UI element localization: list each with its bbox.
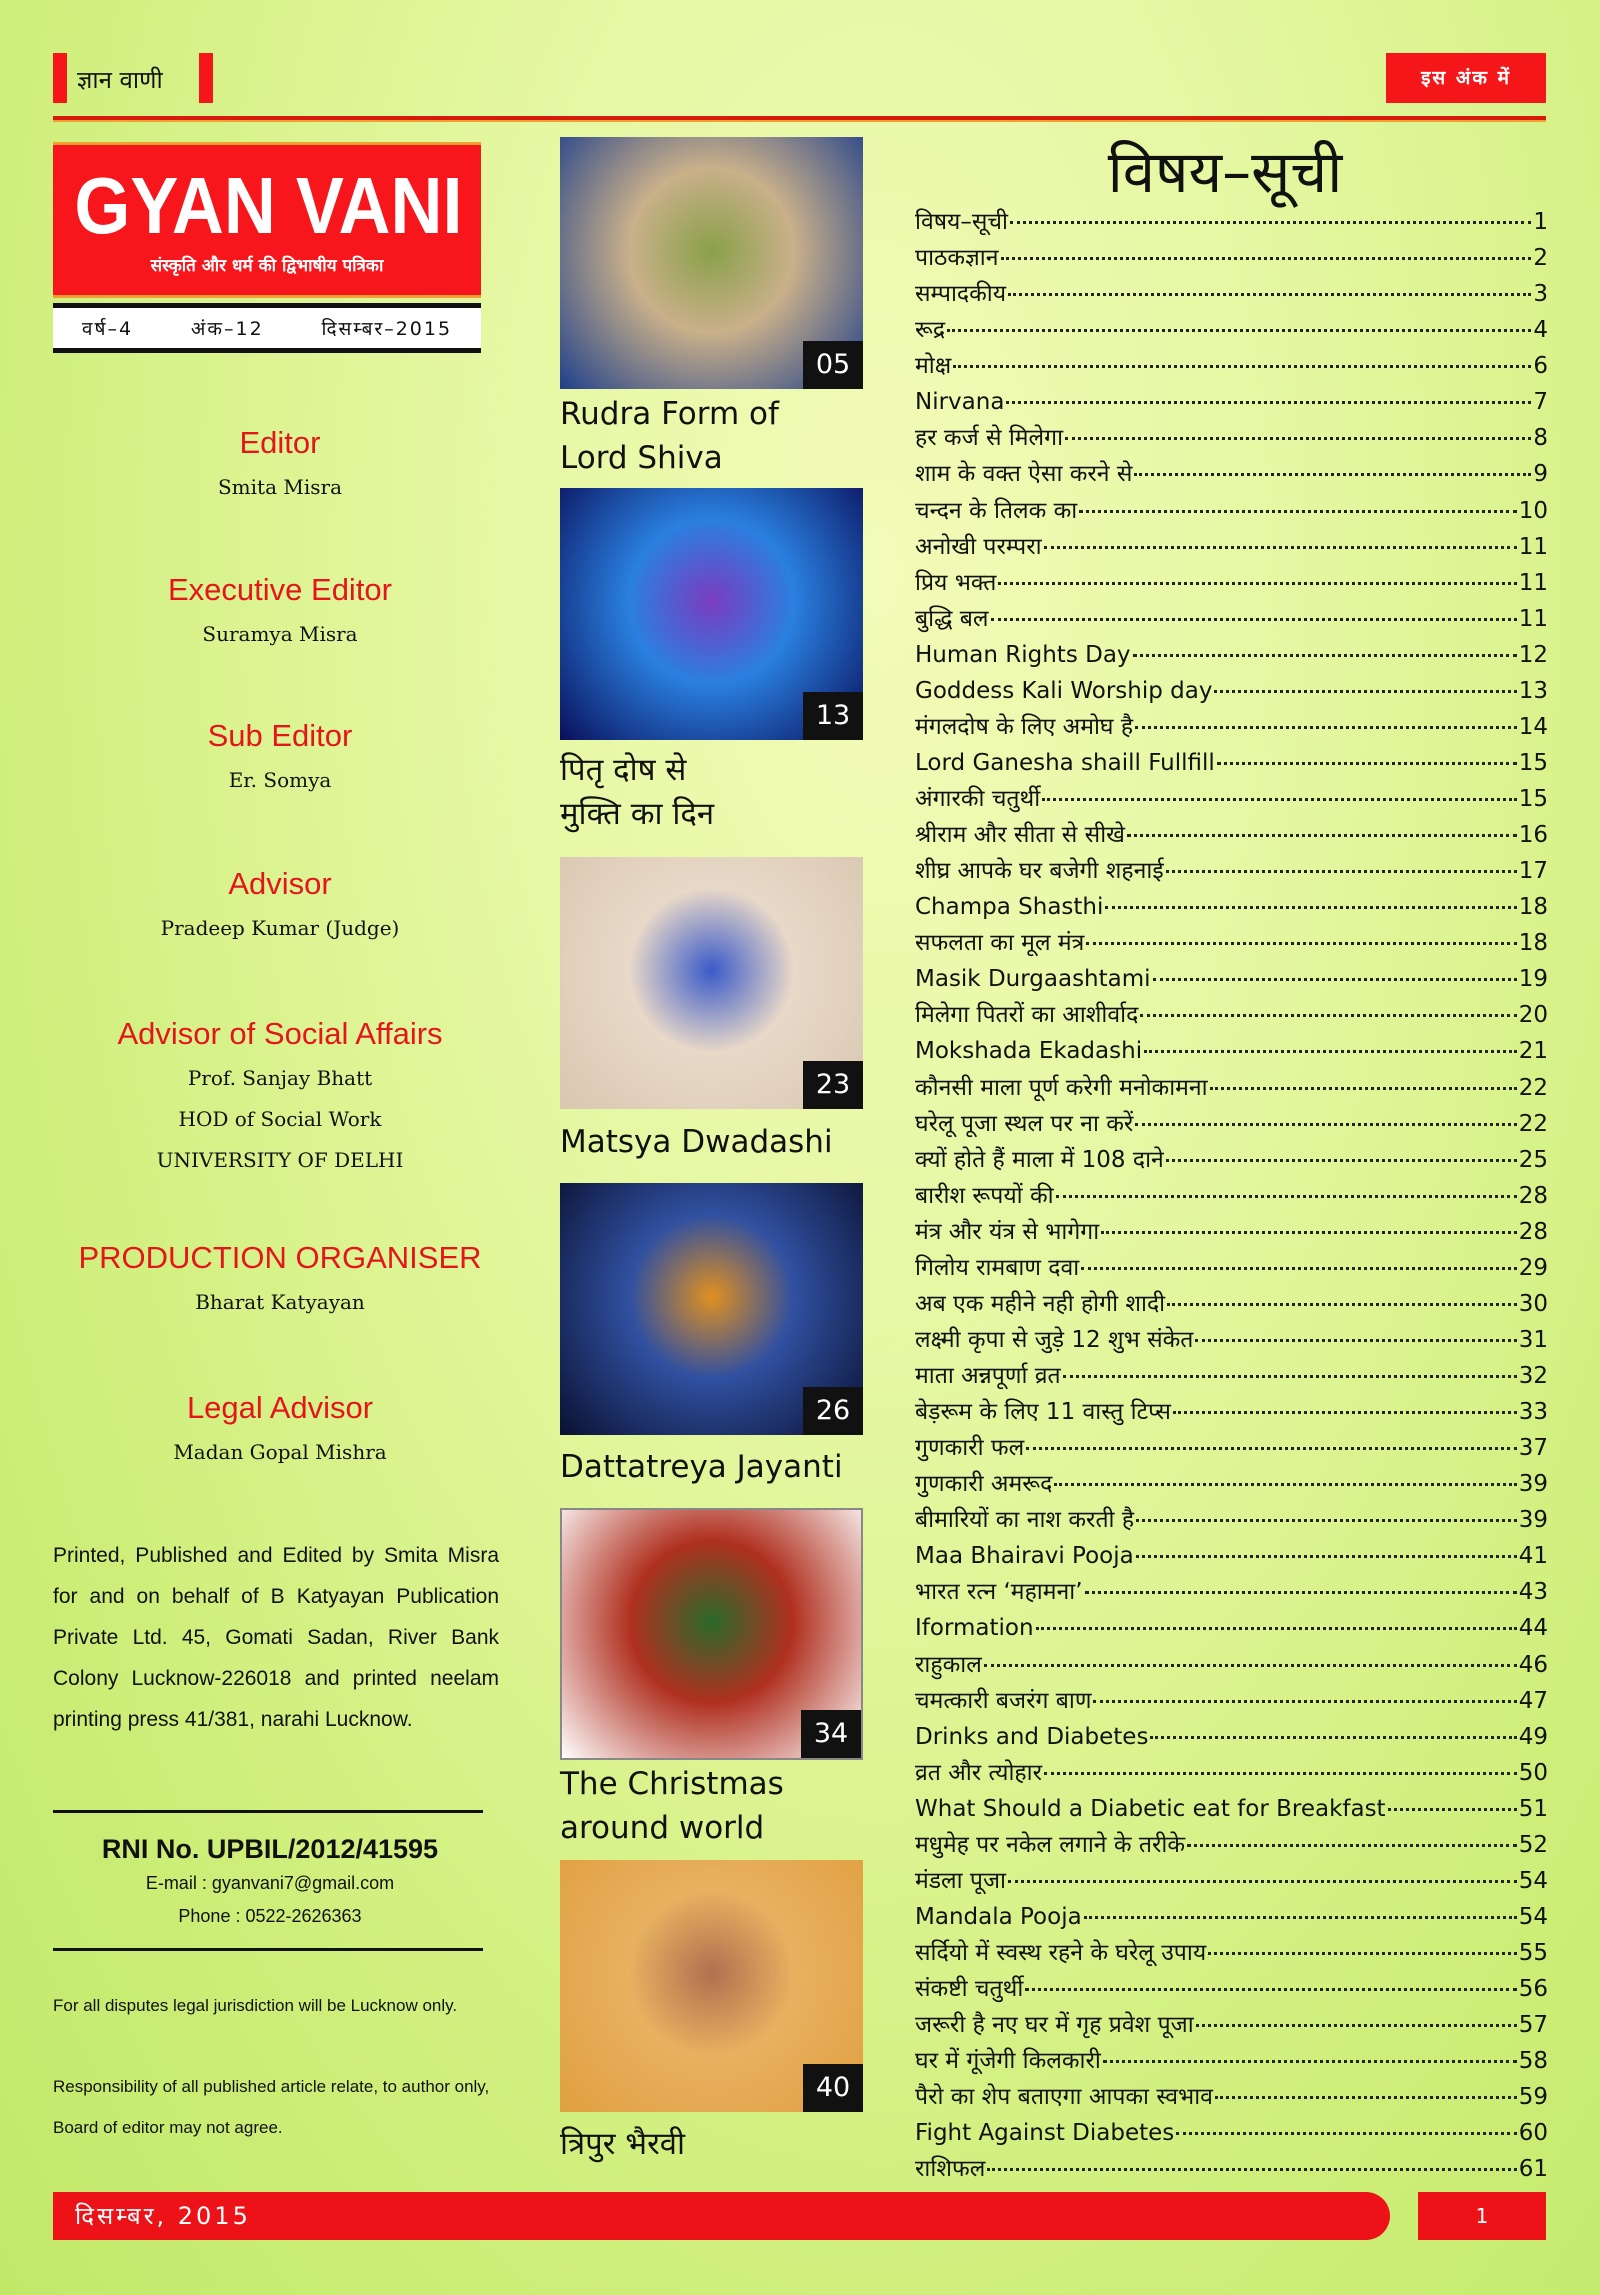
toc-entry[interactable] — [915, 1250, 1548, 1286]
toc-entry-title: सफलता का मूल मंत्र — [915, 930, 1085, 957]
dot-leader — [1063, 1375, 1517, 1378]
toc-entry-title: व्रत और त्योहार — [915, 1759, 1043, 1786]
dot-leader — [1135, 726, 1517, 729]
toc-entry-page: 47 — [1518, 1687, 1548, 1714]
feature-image[interactable] — [560, 857, 863, 1109]
dot-leader — [1008, 1880, 1517, 1883]
toc-entry-title: Fight Against Diabetes — [915, 2120, 1175, 2147]
dot-leader — [1187, 1844, 1517, 1847]
dot-leader — [1101, 1231, 1517, 1234]
dot-leader — [998, 582, 1516, 585]
toc-entry-page: 13 — [1518, 677, 1548, 704]
tag-bar — [199, 53, 213, 103]
toc-entry-page: 46 — [1518, 1651, 1548, 1678]
dot-leader — [1210, 1087, 1517, 1090]
toc-entry-title: मंगलदोष के लिए अमोघ है — [915, 713, 1134, 740]
toc-entry-title: Iformation — [915, 1615, 1034, 1642]
toc-entry-title: घर में गूंजेगी किलकारी — [915, 2048, 1101, 2075]
toc-entry-title: सम्पादकीय — [915, 281, 1007, 308]
toc-entry[interactable] — [915, 1538, 1548, 1574]
dot-leader — [1140, 1014, 1516, 1017]
toc-entry-title: मंडला पूजा — [915, 1867, 1007, 1894]
toc-entry[interactable] — [915, 312, 1548, 348]
jurisdiction-note: For all disputes legal jurisdiction will be Lucknow only. — [53, 1996, 458, 2015]
feature-caption[interactable]: पितृ दोष से — [560, 752, 687, 788]
toc-entry-title: क्यों होते हैं माला में 108 दाने — [915, 1146, 1164, 1173]
toc-entry-page: 39 — [1518, 1471, 1548, 1498]
dot-leader — [1036, 1627, 1517, 1630]
divider — [53, 1948, 483, 1951]
toc-entry-page: 9 — [1533, 461, 1548, 488]
toc-entry-page: 44 — [1518, 1615, 1548, 1642]
dot-leader — [1208, 1952, 1517, 1955]
staff-role: Advisor — [228, 866, 332, 901]
staff-name: Madan Gopal Mishra — [173, 1440, 387, 1464]
toc-entry-title: गुणकारी अमरूद — [915, 1471, 1053, 1498]
toc-entry-title: भारत रत्न ‘महामना’ — [915, 1579, 1083, 1606]
toc-entry[interactable] — [915, 2079, 1548, 2115]
toc-entry-title: Maa Bhairavi Pooja — [915, 1543, 1134, 1570]
toc-entry[interactable] — [915, 601, 1548, 637]
toc-entry-title: Nirvana — [915, 389, 1005, 416]
toc-entry-title: अनोखी परम्परा — [915, 533, 1042, 560]
toc-entry-page: 56 — [1518, 1976, 1548, 2003]
toc-entry[interactable] — [915, 2007, 1548, 2043]
toc-entry-title: मधुमेह पर नकेल लगाने के तरीके — [915, 1831, 1185, 1858]
email: E-mail : gyanvani7@gmail.com — [145, 1873, 395, 1893]
dot-leader — [1196, 2024, 1517, 2027]
toc-entry[interactable] — [915, 2115, 1548, 2151]
staff-role: Legal Advisor — [186, 1390, 374, 1425]
staff-name: Bharat Katyayan — [195, 1290, 365, 1314]
toc-entry-page: 57 — [1518, 2012, 1548, 2039]
toc-entry[interactable] — [915, 348, 1548, 384]
dot-leader — [1173, 1411, 1517, 1414]
imprint-text: Printed, Published and Edited by Smita Misra for and on behalf of B Katyayan Publication Private Ltd. 45, Gomati Sadan, River Bank Colony Lucknow-226018 and printed neelam printing press 41/381, narahi Lucknow. — [53, 1544, 499, 1731]
feature-image[interactable] — [560, 1508, 863, 1760]
toc-entry-page: 11 — [1518, 605, 1548, 632]
toc-entry-page: 20 — [1518, 1002, 1548, 1029]
staff-role: Advisor of Social Affairs — [117, 1016, 443, 1051]
toc-entry[interactable] — [915, 1502, 1548, 1538]
toc-entry-page: 2 — [1533, 245, 1548, 272]
toc-entry-title: गुणकारी फल — [915, 1435, 1025, 1462]
toc-entry[interactable] — [915, 1899, 1548, 1935]
toc-entry-title: बुद्धि बल — [915, 605, 989, 632]
feature-caption[interactable]: around world — [560, 1810, 765, 1846]
tag-text: ज्ञान वाणी — [77, 66, 163, 94]
toc-entry[interactable] — [915, 384, 1548, 420]
toc-entry-page: 54 — [1518, 1903, 1548, 1930]
dot-leader — [1215, 2096, 1517, 2099]
dot-leader — [987, 2168, 1516, 2171]
page-badge: 05 — [803, 341, 863, 389]
toc-entry[interactable] — [915, 1791, 1548, 1827]
toc-entry-page: 12 — [1518, 641, 1548, 668]
staff-name: Er. Somya — [228, 768, 332, 792]
dot-leader — [1084, 1916, 1517, 1919]
phone: Phone : 0522-2626363 — [178, 1906, 362, 1926]
toc-entry-page: 6 — [1533, 353, 1548, 380]
magazine-title: GYAN VANI — [74, 161, 463, 250]
toc-entry-title: Goddess Kali Worship day — [915, 677, 1213, 704]
toc-entry[interactable] — [915, 1574, 1548, 1610]
toc-entry-page: 21 — [1518, 1038, 1548, 1065]
toc-entry-title: शीघ्र आपके घर बजेगी शहनाई — [915, 858, 1164, 885]
toc-entry-title: शाम के वक्त ऐसा करने से — [915, 461, 1133, 488]
footer-date: दिसम्बर, 2015 — [75, 2202, 251, 2230]
toc-entry[interactable] — [915, 204, 1548, 240]
toc-entry[interactable] — [915, 1178, 1548, 1214]
feature-caption[interactable]: Matsya Dwadashi — [560, 1124, 833, 1160]
header-rule — [53, 116, 1546, 122]
toc-entry-title: घरेलू पूजा स्थल पर ना करें — [915, 1110, 1134, 1137]
page-number: 1 — [1418, 2192, 1546, 2240]
toc-entry-page: 41 — [1518, 1543, 1548, 1570]
dot-leader — [1079, 510, 1516, 513]
toc-entry[interactable] — [915, 1430, 1548, 1466]
dot-leader — [1025, 1988, 1516, 1991]
dot-leader — [1144, 1050, 1517, 1053]
toc-entry-title: Lord Ganesha shaill Fullfill — [915, 749, 1215, 776]
toc-entry-page: 15 — [1518, 749, 1548, 776]
toc-entry-page: 28 — [1518, 1218, 1548, 1245]
dot-leader — [1006, 401, 1531, 404]
toc-entry[interactable] — [915, 456, 1548, 492]
toc-entry-page: 49 — [1518, 1723, 1548, 1750]
dot-leader — [1044, 1772, 1517, 1775]
dot-leader — [1127, 834, 1517, 837]
toc-entry-page: 28 — [1518, 1182, 1548, 1209]
toc-entry[interactable] — [915, 1863, 1548, 1899]
toc-entry[interactable] — [915, 529, 1548, 565]
toc-entry-title: Human Rights Day — [915, 641, 1131, 668]
magazine-subtitle: संस्कृति और धर्म की द्विभाषीय पत्रिका — [150, 256, 384, 276]
toc-entry[interactable] — [915, 1394, 1548, 1430]
staff-name: Smita Misra — [217, 475, 342, 499]
dot-leader — [1134, 473, 1531, 476]
dot-leader — [1010, 221, 1531, 224]
toc-entry-title: लक्ष्मी कृपा से जुड़े 12 शुभ संकेत — [915, 1326, 1194, 1353]
toc-entry-page: 22 — [1518, 1074, 1548, 1101]
toc-entry[interactable] — [915, 709, 1548, 745]
toc-entry[interactable] — [915, 817, 1548, 853]
toc-entry-title: श्रीराम और सीता से सीखे — [915, 822, 1125, 849]
staff-name: HOD of Social Work — [178, 1107, 382, 1131]
toc-entry-title: राशिफल — [915, 2156, 986, 2183]
masthead-logo — [53, 142, 481, 298]
toc-entry-page: 37 — [1518, 1435, 1548, 1462]
feature-caption[interactable]: The Christmas — [560, 1766, 784, 1802]
page-badge: 40 — [803, 2064, 863, 2112]
toc-entry-page: 18 — [1518, 894, 1548, 921]
footer-bar — [53, 2192, 1390, 2240]
toc-entry-page: 51 — [1518, 1795, 1548, 1822]
toc-entry-title: मोक्ष — [915, 353, 952, 380]
issue-number: अंक–12 — [190, 318, 264, 340]
toc-entry-page: 61 — [1518, 2156, 1548, 2183]
toc-entry-page: 33 — [1518, 1399, 1548, 1426]
toc-entry-page: 50 — [1518, 1759, 1548, 1786]
issue-info-bar — [53, 303, 481, 353]
toc-entry-title: कौनसी माला पूर्ण करेगी मनोकामना — [915, 1074, 1208, 1101]
dot-leader — [1150, 1736, 1516, 1739]
dot-leader — [1167, 1303, 1517, 1306]
toc-entry-title: बारीश रूपयों की — [915, 1182, 1054, 1209]
dot-leader — [1135, 1123, 1516, 1126]
toc-entry-title: प्रिय भक्त — [915, 569, 997, 596]
dot-leader — [1001, 257, 1532, 260]
dot-leader — [1176, 2132, 1516, 2135]
toc-entry[interactable] — [915, 1286, 1548, 1322]
dot-leader — [1166, 1159, 1517, 1162]
toc-entry-page: 14 — [1518, 713, 1548, 740]
dot-leader — [1153, 978, 1517, 981]
dot-leader — [1065, 437, 1531, 440]
toc-entry[interactable] — [915, 1214, 1548, 1250]
toc-entry-title: Mandala Pooja — [915, 1903, 1082, 1930]
toc-entry-page: 59 — [1518, 2084, 1548, 2111]
feature-image[interactable] — [560, 1860, 863, 2112]
toc-entry-page: 18 — [1518, 930, 1548, 957]
toc-entry[interactable] — [915, 276, 1548, 312]
toc-entry-page: 22 — [1518, 1110, 1548, 1137]
page-badge: 13 — [803, 692, 863, 740]
toc-entry[interactable] — [915, 1322, 1548, 1358]
toc-entry-page: 39 — [1518, 1507, 1548, 1534]
toc-entry-title: चन्दन के तिलक का — [915, 497, 1078, 524]
toc-entry[interactable] — [915, 1683, 1548, 1719]
dot-leader — [1133, 654, 1517, 657]
toc-entry-title: पाठकज्ञान — [915, 245, 999, 272]
dot-leader — [991, 618, 1517, 621]
dot-leader — [1214, 690, 1516, 693]
toc-entry[interactable] — [915, 1647, 1548, 1683]
toc-entry-page: 29 — [1518, 1254, 1548, 1281]
toc-entry[interactable] — [915, 1466, 1548, 1502]
toc-entry-title: बीमारियों का नाश करती है — [915, 1507, 1135, 1534]
toc-entry-title: अंगारकी चतुर्थी — [915, 786, 1041, 812]
staff-role: Sub Editor — [207, 718, 353, 753]
toc-entry[interactable] — [915, 889, 1548, 925]
toc-entry-title: माता अन्नपूर्णा व्रत — [915, 1363, 1061, 1389]
toc-entry-page: 55 — [1518, 1940, 1548, 1966]
toc-entry-title: संकष्टी चतुर्थी — [915, 1976, 1024, 2003]
section-tag-in-this-issue: इस अंक में — [1386, 53, 1546, 103]
toc-entry-title: पैरो का शेप बताएगा आपका स्वभाव — [915, 2084, 1213, 2111]
staff-name: Prof. Sanjay Bhatt — [187, 1066, 373, 1090]
toc-entry[interactable] — [915, 1935, 1548, 1971]
toc-entry[interactable] — [915, 961, 1548, 997]
toc-entry-page: 31 — [1518, 1326, 1548, 1353]
toc-entry[interactable] — [915, 240, 1548, 276]
dot-leader — [1042, 798, 1517, 801]
dot-leader — [1044, 546, 1517, 549]
toc-entry[interactable] — [915, 1070, 1548, 1106]
toc-entry-page: 30 — [1518, 1290, 1548, 1317]
staff-role: Editor — [239, 425, 321, 460]
dot-leader — [1026, 1447, 1517, 1450]
feature-caption[interactable]: Dattatreya Jayanti — [560, 1449, 843, 1485]
toc-entry[interactable] — [915, 925, 1548, 961]
dot-leader — [1081, 1267, 1517, 1270]
toc-entry-title: सर्दियो में स्वस्थ रहने के घरेलू उपाय — [915, 1940, 1207, 1966]
toc-entry[interactable] — [915, 637, 1548, 673]
feature-caption[interactable]: Rudra Form of — [560, 396, 779, 432]
toc-entry-title: बेड़रूम के लिए 11 वास्तु टिप्स — [915, 1399, 1171, 1426]
page-badge: 34 — [801, 1710, 861, 1758]
toc-entry-title: जरूरी है नए घर में गृह प्रवेश पूजा — [915, 2012, 1194, 2039]
page-badge: 26 — [803, 1387, 863, 1435]
toc-title: विषय–सूची — [1107, 138, 1343, 206]
toc-entry-page: 15 — [1518, 786, 1548, 812]
toc-entry-title: मंत्र और यंत्र से भागेगा — [915, 1218, 1100, 1245]
feature-image[interactable] — [560, 1183, 863, 1435]
toc-entry-page: 43 — [1518, 1579, 1548, 1606]
feature-caption[interactable]: मुक्ति का दिन — [560, 796, 715, 832]
toc-entry[interactable] — [915, 1358, 1548, 1394]
toc-entry-page: 3 — [1533, 281, 1548, 308]
dot-leader — [953, 365, 1531, 368]
toc-entry[interactable] — [915, 1827, 1548, 1863]
responsibility-note: Responsibility of all published article relate, to author only, Board of editor may not agree. — [53, 2077, 490, 2137]
toc-entry-title: Champa Shasthi — [915, 894, 1104, 921]
staff-role: PRODUCTION ORGANISER — [78, 1240, 482, 1275]
toc-entry-page: 54 — [1518, 1867, 1548, 1894]
toc-entry[interactable] — [915, 1971, 1548, 2007]
toc-entry[interactable] — [915, 1033, 1548, 1069]
issue-year: वर्ष–4 — [81, 318, 134, 340]
toc-entry[interactable] — [915, 565, 1548, 601]
toc-entry[interactable] — [915, 493, 1548, 529]
dot-leader — [1136, 1555, 1517, 1558]
dot-leader — [1085, 1591, 1517, 1594]
toc-entry-page: 10 — [1518, 497, 1548, 524]
dot-leader — [1388, 1808, 1517, 1811]
toc-entry-title: मिलेगा पितरों का आशीर्वाद — [915, 1002, 1139, 1029]
toc-entry[interactable] — [915, 420, 1548, 456]
toc-entry-page: 8 — [1533, 425, 1548, 452]
dot-leader — [984, 1664, 1517, 1667]
feature-image[interactable] — [560, 488, 863, 740]
toc-entry-page: 11 — [1518, 569, 1548, 596]
toc-entry-page: 17 — [1518, 858, 1548, 885]
toc-entry[interactable] — [915, 745, 1548, 781]
toc-entry-title: अब एक महीने नही होगी शादी — [915, 1290, 1166, 1317]
toc-entry-page: 25 — [1518, 1146, 1548, 1173]
toc-entry-title: हर कर्ज से मिलेगा — [915, 425, 1064, 452]
dot-leader — [1054, 1483, 1516, 1486]
toc-entry[interactable] — [915, 1142, 1548, 1178]
toc-entry[interactable] — [915, 997, 1548, 1033]
toc-entry-page: 32 — [1518, 1363, 1548, 1389]
tag-bar — [53, 53, 67, 103]
toc-entry-title: Mokshada Ekadashi — [915, 1038, 1143, 1065]
table-of-contents — [915, 204, 1548, 2187]
toc-entry-page: 1 — [1533, 209, 1548, 235]
divider — [53, 1810, 483, 1813]
dot-leader — [1105, 906, 1516, 909]
dot-leader — [1195, 1339, 1516, 1342]
toc-entry-title: गिलोय रामबाण दवा — [915, 1254, 1080, 1281]
toc-entry[interactable] — [915, 2151, 1548, 2187]
issue-date: दिसम्बर–2015 — [321, 318, 453, 340]
toc-entry-title: रूद्र — [915, 317, 946, 344]
toc-entry[interactable] — [915, 1106, 1548, 1142]
toc-entry[interactable] — [915, 781, 1548, 817]
staff-role: Executive Editor — [168, 572, 392, 607]
feature-caption[interactable]: Lord Shiva — [560, 440, 723, 476]
staff-name: UNIVERSITY OF DELHI — [156, 1148, 404, 1172]
feature-image[interactable] — [560, 137, 863, 389]
staff-name: Suramya Misra — [202, 622, 358, 646]
toc-entry[interactable] — [915, 1610, 1548, 1646]
toc-entry-page: 19 — [1518, 966, 1548, 993]
feature-caption[interactable]: त्रिपुर भैरवी — [560, 2126, 686, 2162]
dot-leader — [1008, 293, 1531, 296]
toc-entry-title: विषय–सूची — [915, 209, 1008, 235]
rni-number: RNI No. UPBIL/2012/41595 — [101, 1834, 439, 1864]
page-badge: 23 — [803, 1061, 863, 1109]
toc-entry-page: 58 — [1518, 2048, 1548, 2075]
toc-entry-page: 7 — [1533, 389, 1548, 416]
section-tag-gyan-vani — [53, 53, 213, 103]
toc-entry-title: चमत्कारी बजरंग बाण — [915, 1687, 1092, 1714]
toc-entry[interactable] — [915, 1719, 1548, 1755]
toc-entry-page: 4 — [1533, 317, 1548, 344]
toc-entry-title: What Should a Diabetic eat for Breakfast — [915, 1795, 1386, 1822]
toc-entry-page: 52 — [1518, 1831, 1548, 1858]
toc-entry[interactable] — [915, 673, 1548, 709]
toc-entry-page: 16 — [1518, 822, 1548, 849]
toc-entry[interactable] — [915, 2043, 1548, 2079]
dot-leader — [1136, 1519, 1517, 1522]
toc-entry-title: Drinks and Diabetes — [915, 1723, 1149, 1750]
dot-leader — [947, 329, 1531, 332]
toc-entry-title: राहुकाल — [915, 1651, 982, 1678]
dot-leader — [1217, 762, 1517, 765]
dot-leader — [1103, 2060, 1517, 2063]
dot-leader — [1166, 870, 1517, 873]
staff-name: Pradeep Kumar (Judge) — [160, 916, 400, 940]
toc-entry-page: 60 — [1518, 2120, 1548, 2147]
dot-leader — [1093, 1700, 1516, 1703]
toc-entry-page: 11 — [1518, 533, 1548, 560]
toc-entry[interactable] — [915, 853, 1548, 889]
toc-entry[interactable] — [915, 1755, 1548, 1791]
dot-leader — [1056, 1195, 1517, 1198]
dot-leader — [1086, 942, 1516, 945]
toc-entry-title: Masik Durgaashtami — [915, 966, 1151, 993]
